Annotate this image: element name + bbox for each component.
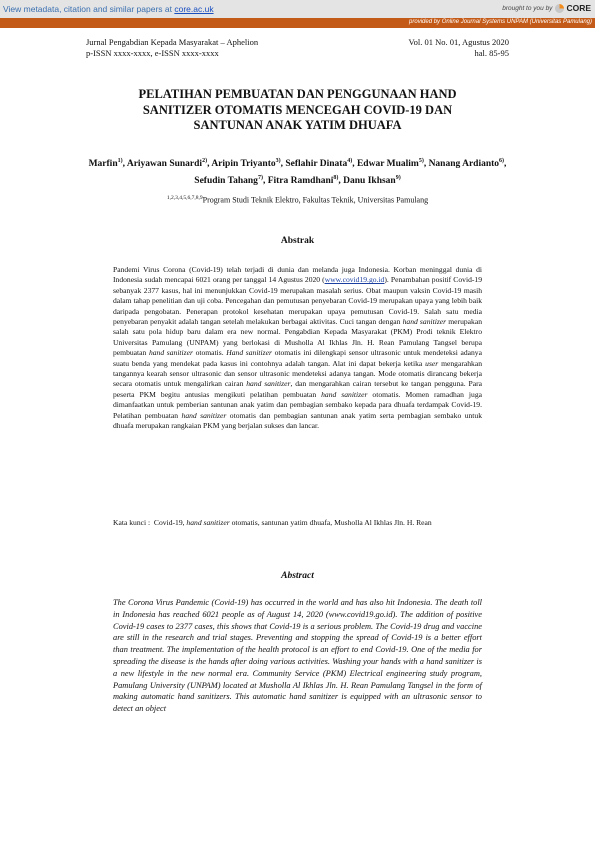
- author: Marfin$^{1)}$: [88, 158, 123, 170]
- core-logo[interactable]: [555, 3, 591, 13]
- author: Ariyawan Sunardi$^{2)}$: [126, 158, 208, 170]
- author: Fitra Ramdhani$^{8)}$: [267, 175, 339, 187]
- affiliation-text: Program Studi Teknik Elektro, Fakultas Teknik, Universitas Pamulang: [202, 195, 429, 205]
- affiliation-superscript: 1,2,3,4,5,6,7,8,9: [166, 195, 203, 201]
- brought-by: [502, 3, 591, 13]
- keywords: [113, 518, 482, 528]
- title-line: SANITIZER OTOMATIS MENCEGAH COVID-19 DAN: [142, 102, 453, 117]
- author-list: Marfin$^{1)}$, Ariyawan Sunardi$^{2)}$, Aripin Triyanto$^{3)}$, Seflahir Dinata$^{4)}$, Edwar Mualim$^{5)}$, Nanang Ardianto$^{6)}$, Sefudin Tahang$^{7)}$, Fitra Ramdhani$^{8)}$, Danu Ikhsan$^{9)}$: [88, 158, 507, 187]
- keywords-label: Kata kunci :: [113, 518, 154, 527]
- author: Aripin Triyanto$^{3)}$: [211, 158, 281, 170]
- title-line: PELATIHAN PEMBUATAN DAN PENGGUNAAN HAND: [138, 87, 457, 101]
- metadata-prefix: View metadata, citation and similar papers at: [3, 4, 175, 14]
- provided-by-bar: [0, 18, 595, 28]
- author: Sefudin Tahang$^{7)}$: [194, 175, 263, 187]
- brought-by-label: brought to you by: [502, 4, 553, 12]
- core-logo-icon: [555, 4, 564, 13]
- title-line: SANTUNAN ANAK YATIM DHUAFA: [193, 118, 402, 132]
- core-link[interactable]: core.ac.uk: [174, 4, 214, 14]
- journal-issn: p-ISSN xxxx-xxxx, e-ISSN xxxx-xxxx: [86, 47, 219, 58]
- paper-title: [86, 87, 509, 134]
- abstract-body: The Corona Virus Pandemic (Covid-19) has occurred in the world and has also hit Indonesia. The death toll in Indonesia has reached 6021 people as of August 14, 2020 (www.covid19.go.id). The addition of positive Covid-19 cases to 2377 cases, this shows that Covid-19 is a serious problem. The Covid-19 drug and vaccine are still in the research and trial stages. Preventing and stopping the spread of Covid-19 is a better effort than treatment. The implementation of the health protocol is an effort to end Covid-19. One of the media for spreading the disease is the hands after doing various activities. Washing your hands with a hand sanitizer is a new lifestyle in the new normal era. Community Service (PKM) Electrical engineering study program, Pamulang University (UNPAM) located at Musholla Al Ikhlas Jln. H. Rean Pamulang Tangsel in the form of making automatic hand sanitizers. This automatic hand sanitizer is equipped with an ultrasonic sensor to detect an object: [113, 598, 482, 714]
- abstract-heading: Abstract: [281, 571, 314, 581]
- metadata-link[interactable]: [3, 4, 214, 14]
- journal-name: Jurnal Pengabdian Kepada Masyarakat – Aphelion: [86, 37, 259, 47]
- journal-pages: hal. 85-95: [474, 47, 509, 58]
- journal-header: [86, 37, 509, 58]
- journal-volume: Vol. 01 No. 01, Agustus 2020: [408, 37, 509, 47]
- author: Seflahir Dinata$^{4)}$: [285, 158, 353, 170]
- affiliation: [86, 195, 509, 205]
- author: Edwar Mualim$^{5)}$: [356, 158, 424, 170]
- core-logo-text: CORE: [566, 3, 591, 13]
- abstrak-heading: Abstrak: [280, 236, 315, 246]
- abstrak-body: Pandemi Virus Corona (Covid-19) telah terjadi di dunia dan melanda juga Indonesia. Korban meninggal dunia di Indonesia sudah mencapai 6021 orang per tanggal 14 Agustus 2020 (www.covid19.go.id). Penambahan positif Covid-19 sebanyak 2377 kasus, hal ini menunjukkan Covid-19 merupakan masalah serius. Obat maupun vaksin Covid-19 masih dalam tahap penelitian dan uji coba. Pencegahan dan pemutusan penyebaran Covid-19 merupakan upaya yang lebih baik daripada pengobatan. Penerapan protokol kesehatan merupakan upaya pemutusan Covid-19. Salah satu media penyebaran penyakit adalah tangan setelah melakukan berbagai aktivitas. Cuci tangan dengan hand sanitizer merupakan salah satu pola hidup baru dalam era new normal. Pengabdian Kepada Masyarakat (PKM) Prodi teknik Elektro Universitas Pamulang (UNPAM) yang berlokasi di Musholla Al Ikhlas Jln. H. Rean Pamulang Tangsel berupa pembuatan hand sanitizer otomatis. Hand sanitizer otomatis ini dilengkapi sensor ultrasonic untuk mendeteksi adanya suatu benda yang mendekat pada kasus ini contohnya adalah tangan. Alat ini dapat bekerja ketika user mengarahkan tangannya kearah sensor ultrasonic dan sensor ultrasonic mendeteksi adanya tangan. Mode otomatis dirancang bekerja secara otomatis untuk mengalirkan cairan hand sanitizer, dan mengarahkan cairan tersebut ke tangan pengguna. Para peserta PKM begitu antusias mengikuti pelatihan pembuatan hand sanitizer otomatis. Momen ramadhan juga dimanfaatkan untuk pemberian santunan anak yatim dan pembagian sembako kepada para dhuafa terdampak Covid-19. Pelatihan pembuatan hand sanitizer otomatis dan pembagian santunan anak yatim serta pembagian sembako untuk dhuafa merupakan rangkaian PKM yang berjalan sukses dan lancar.: [113, 265, 483, 431]
- author: Danu Ikhsan$^{9)}$: [343, 175, 401, 187]
- covid-url-link[interactable]: www.covid19.go.id: [324, 275, 385, 285]
- keywords-text: Covid-19, hand sanitizer otomatis, santunan yatim dhuafa, Musholla Al Ikhlas Jln. H. Rean: [153, 518, 432, 527]
- author: Nanang Ardianto$^{6)}$: [428, 158, 505, 170]
- provided-by-text[interactable]: provided by Online Journal Systems UNPAM (Universitas Pamulang): [409, 19, 592, 25]
